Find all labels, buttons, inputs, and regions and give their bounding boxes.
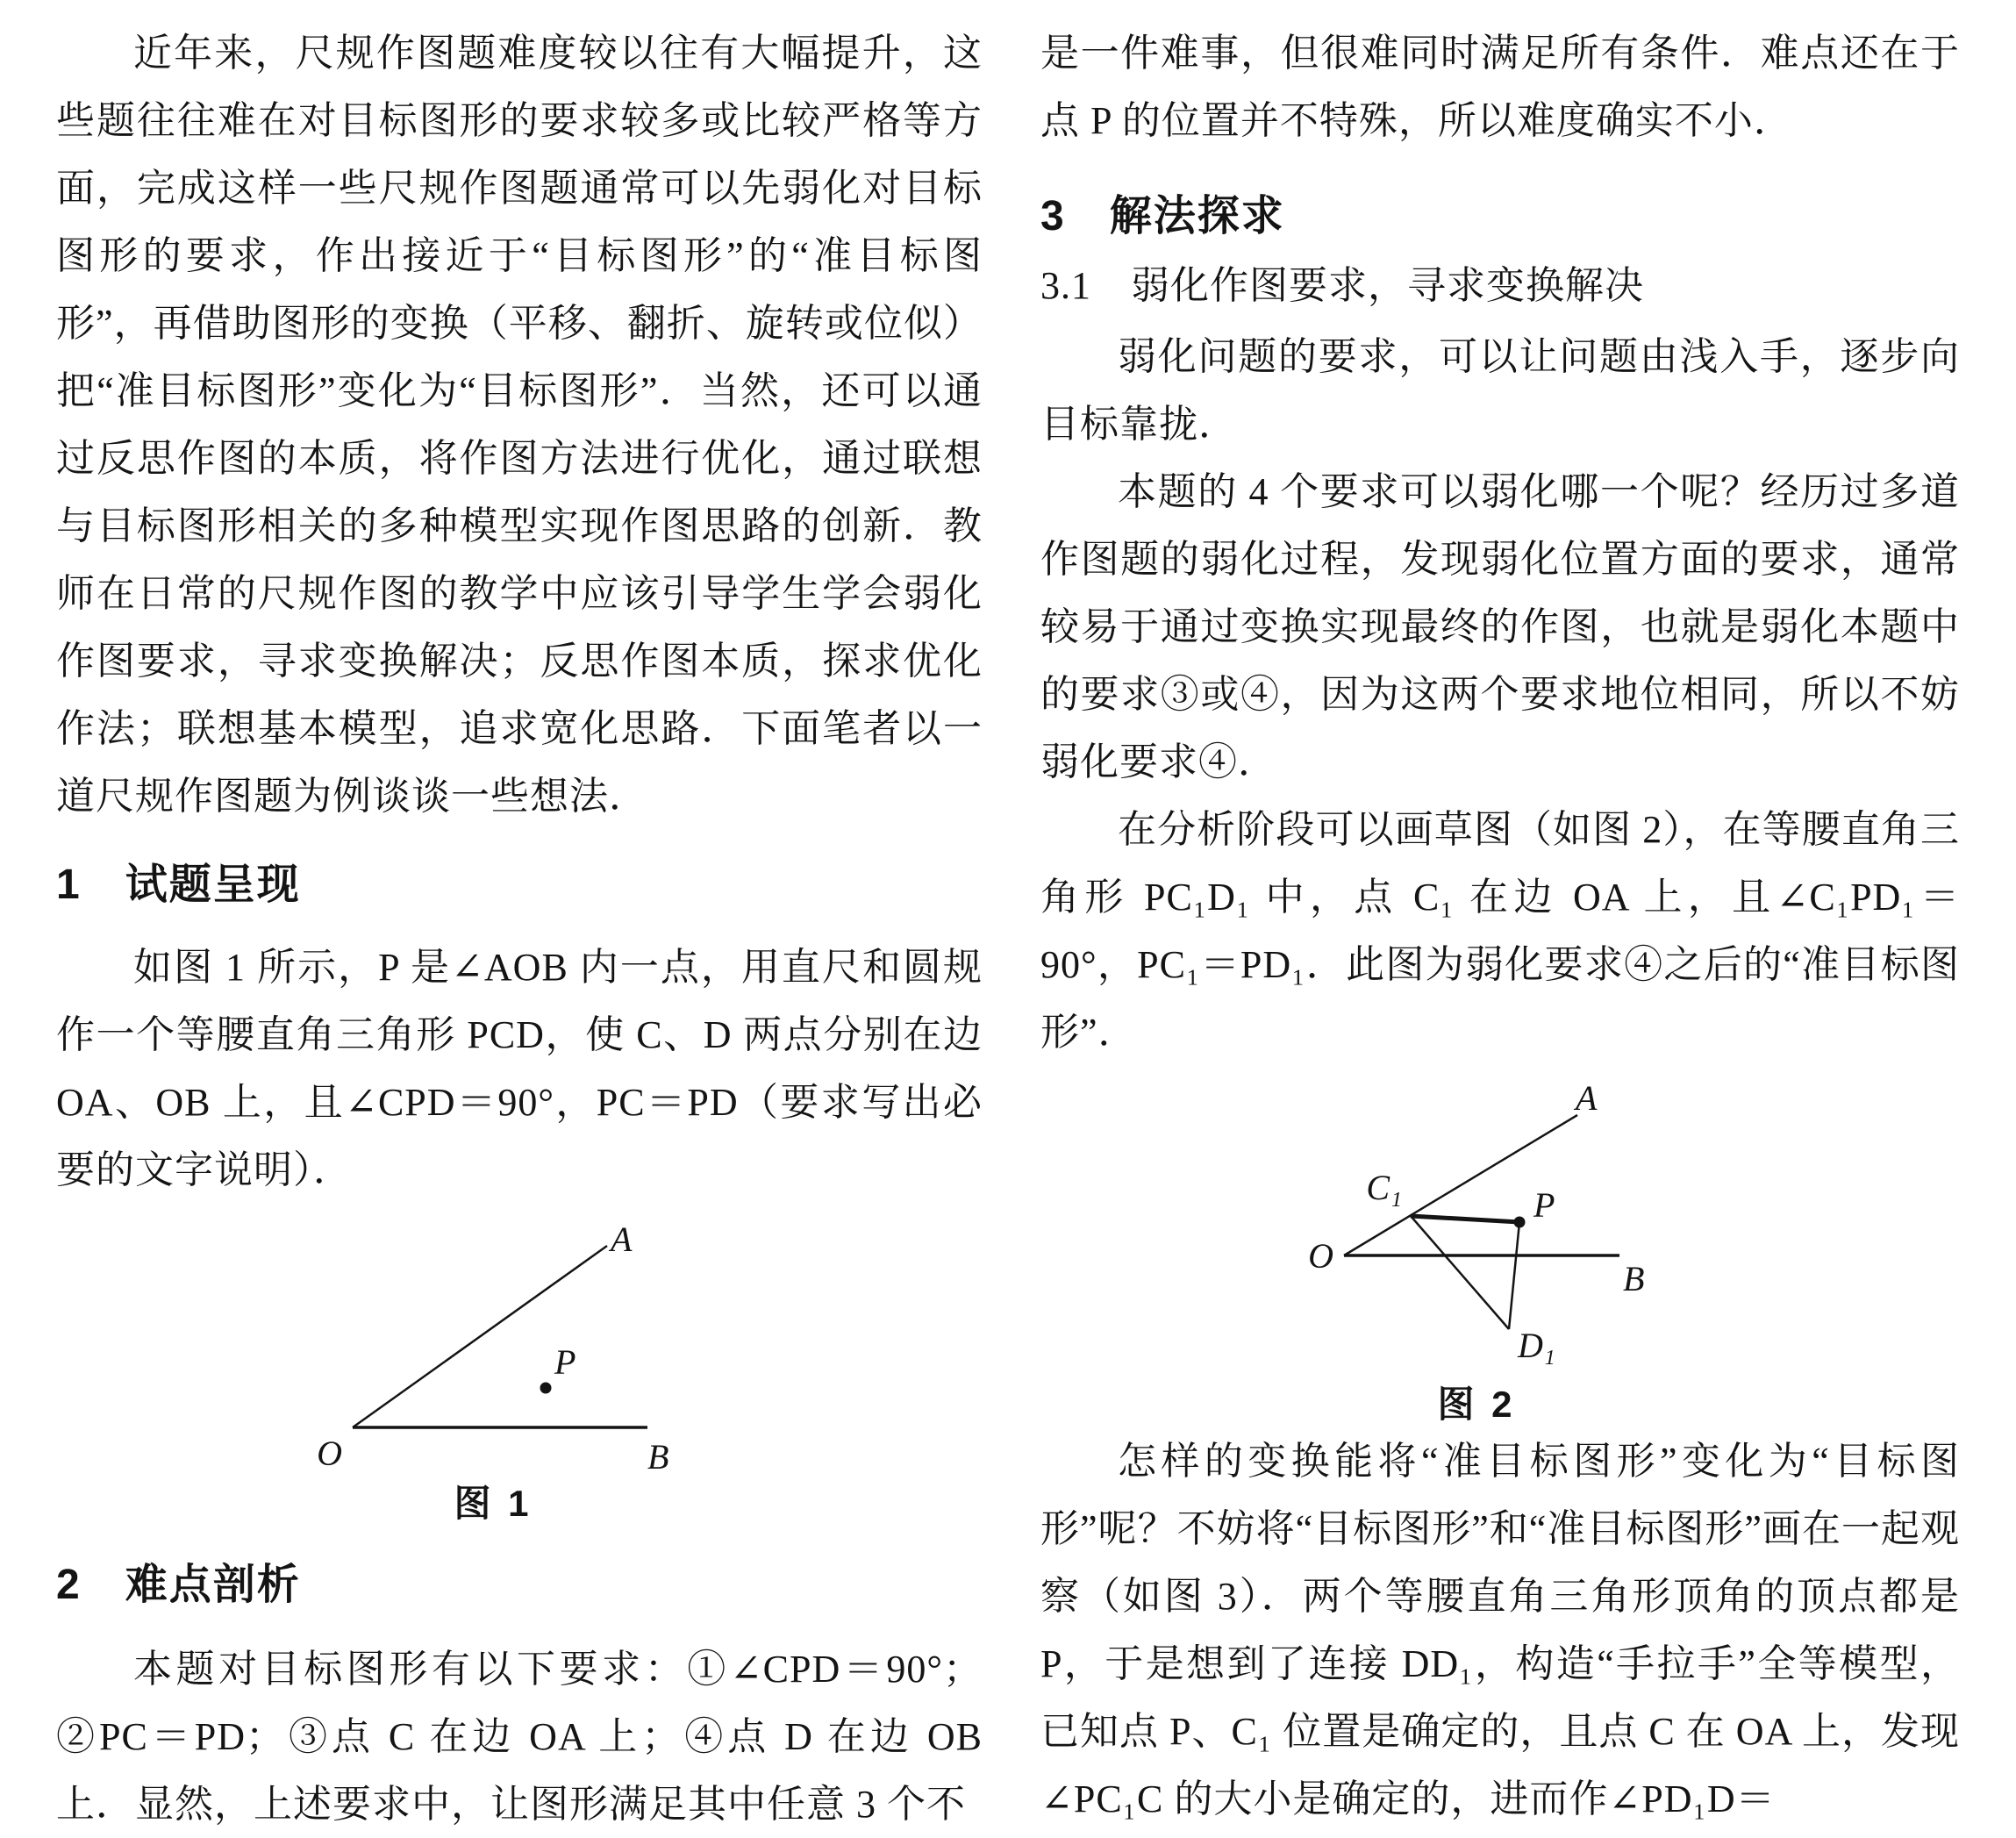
section1-heading: 1 试题呈现 [56,862,301,908]
section1-paragraph: 如图 1 所示，P 是∠AOB 内一点，用直尺和圆规作一个等腰直角三角形 PCD，使 C、D 两点分别在边 OA、OB 上，且∠CPD＝90°，PC＝PD（要求写出必要的文字说明）． [56,946,983,1191]
section2-heading: 2 难点剖析 [56,1562,301,1608]
figure2-drawing [1297,1078,1656,1377]
right-column [1040,0,1960,1833]
fig2-label-B: B [1623,1259,1645,1298]
fig2-label-C1: C₁ [1366,1168,1402,1207]
fig2-label-A: A [1576,1078,1598,1118]
left-column [56,0,983,1838]
fig1-point-P-dot [540,1383,552,1394]
figure1 [291,1212,695,1527]
section3-heading: 3 解法探求 [1040,193,1285,240]
fig2-label-O: O [1308,1236,1333,1276]
fig2-point-P-dot [1514,1217,1526,1228]
closing-paragraph: 怎样的变换能将“准目标图形”变化为“目标图形”呢？不妨将“目标图形”和“准目标图形”画在一起观察（如图 3）．两个等腰直角三角形顶角的顶点都是 P，于是想到了连接 DD₁，构造“手拉手”全等模型，已知点 P、C₁ 位置是确定的，且点 C 在 OA 上，发现∠PC₁C 的大小是确定的，进而作∠PD₁D＝ [1040,1440,1960,1820]
fig1-label-P: P [554,1342,576,1382]
fig1-label-A: A [611,1219,633,1259]
section3-1-paragraph2: 本题的 4 个要求可以弱化哪一个呢？经历过多道作图题的弱化过程，发现弱化位置方面的要求，通常较易于通过变换实现最终的作图，也就是弱化本题中的要求③或④，因为这两个要求地位相同，所以不妨弱化要求④． [1040,470,1960,783]
figure2 [1297,1078,1656,1427]
section2-paragraph: 本题对目标图形有以下要求：①∠CPD＝90°；②PC＝PD；③点 C 在边 OA 上；④点 D 在边 OB 上．显然，上述要求中，让图形满足其中任意 3 个不 [56,1648,983,1826]
fig2-segment-C1D1 [1411,1216,1509,1329]
section3-1-heading: 3.1 弱化作图要求，寻求变换解决 [1040,264,1644,307]
fig2-segment-C1P [1411,1216,1519,1222]
section3-1-paragraph1: 弱化问题的要求，可以让问题由浅入手，逐步向目标靠拢． [1040,335,1960,446]
fig2-segment-PD1 [1509,1222,1519,1329]
figure1-drawing [291,1212,695,1476]
fig1-label-B: B [647,1437,669,1476]
section3-1-paragraph3: 在分析阶段可以画草图（如图 2），在等腰直角三角形 PC₁D₁ 中，点 C₁ 在边 OA 上，且∠C₁PD₁＝90°，PC₁＝PD₁．此图为弱化要求④之后的“准目标图形”． [1040,808,1960,1054]
fig1-label-O: O [317,1434,342,1473]
fig2-label-D1: D₁ [1518,1326,1555,1365]
figure2-caption: 图 2 [1437,1384,1516,1425]
fig1-ray-OA [353,1246,607,1427]
figure1-caption: 图 1 [454,1483,533,1524]
intro-paragraph: 近年来，尺规作图题难度较以往有大幅提升，这些题往往难在对目标图形的要求较多或比较严格等方面，完成这样一些尺规作图题通常可以先弱化对目标图形的要求，作出接近于“目标图形”的“准目标图形”，再借助图形的变换（平移、翻折、旋转或位似）把“准目标图形”变化为“目标图形”．当然，还可以通过反思作图的本质，将作图方法进行优化，通过联想与目标图形相关的多种模型实现作图思路的创新．教师在日常的尺规作图的教学中应该引导学生学会弱化作图要求，寻求变换解决；反思作图本质，探求优化作法；联想基本模型，追求宽化思路．下面笔者以一道尺规作图题为例谈谈一些想法． [56,32,983,818]
continuation-paragraph: 是一件难事，但很难同时满足所有条件．难点还在于点 P 的位置并不特殊，所以难度确实不小． [1040,32,1960,142]
fig2-label-P: P [1533,1185,1555,1225]
